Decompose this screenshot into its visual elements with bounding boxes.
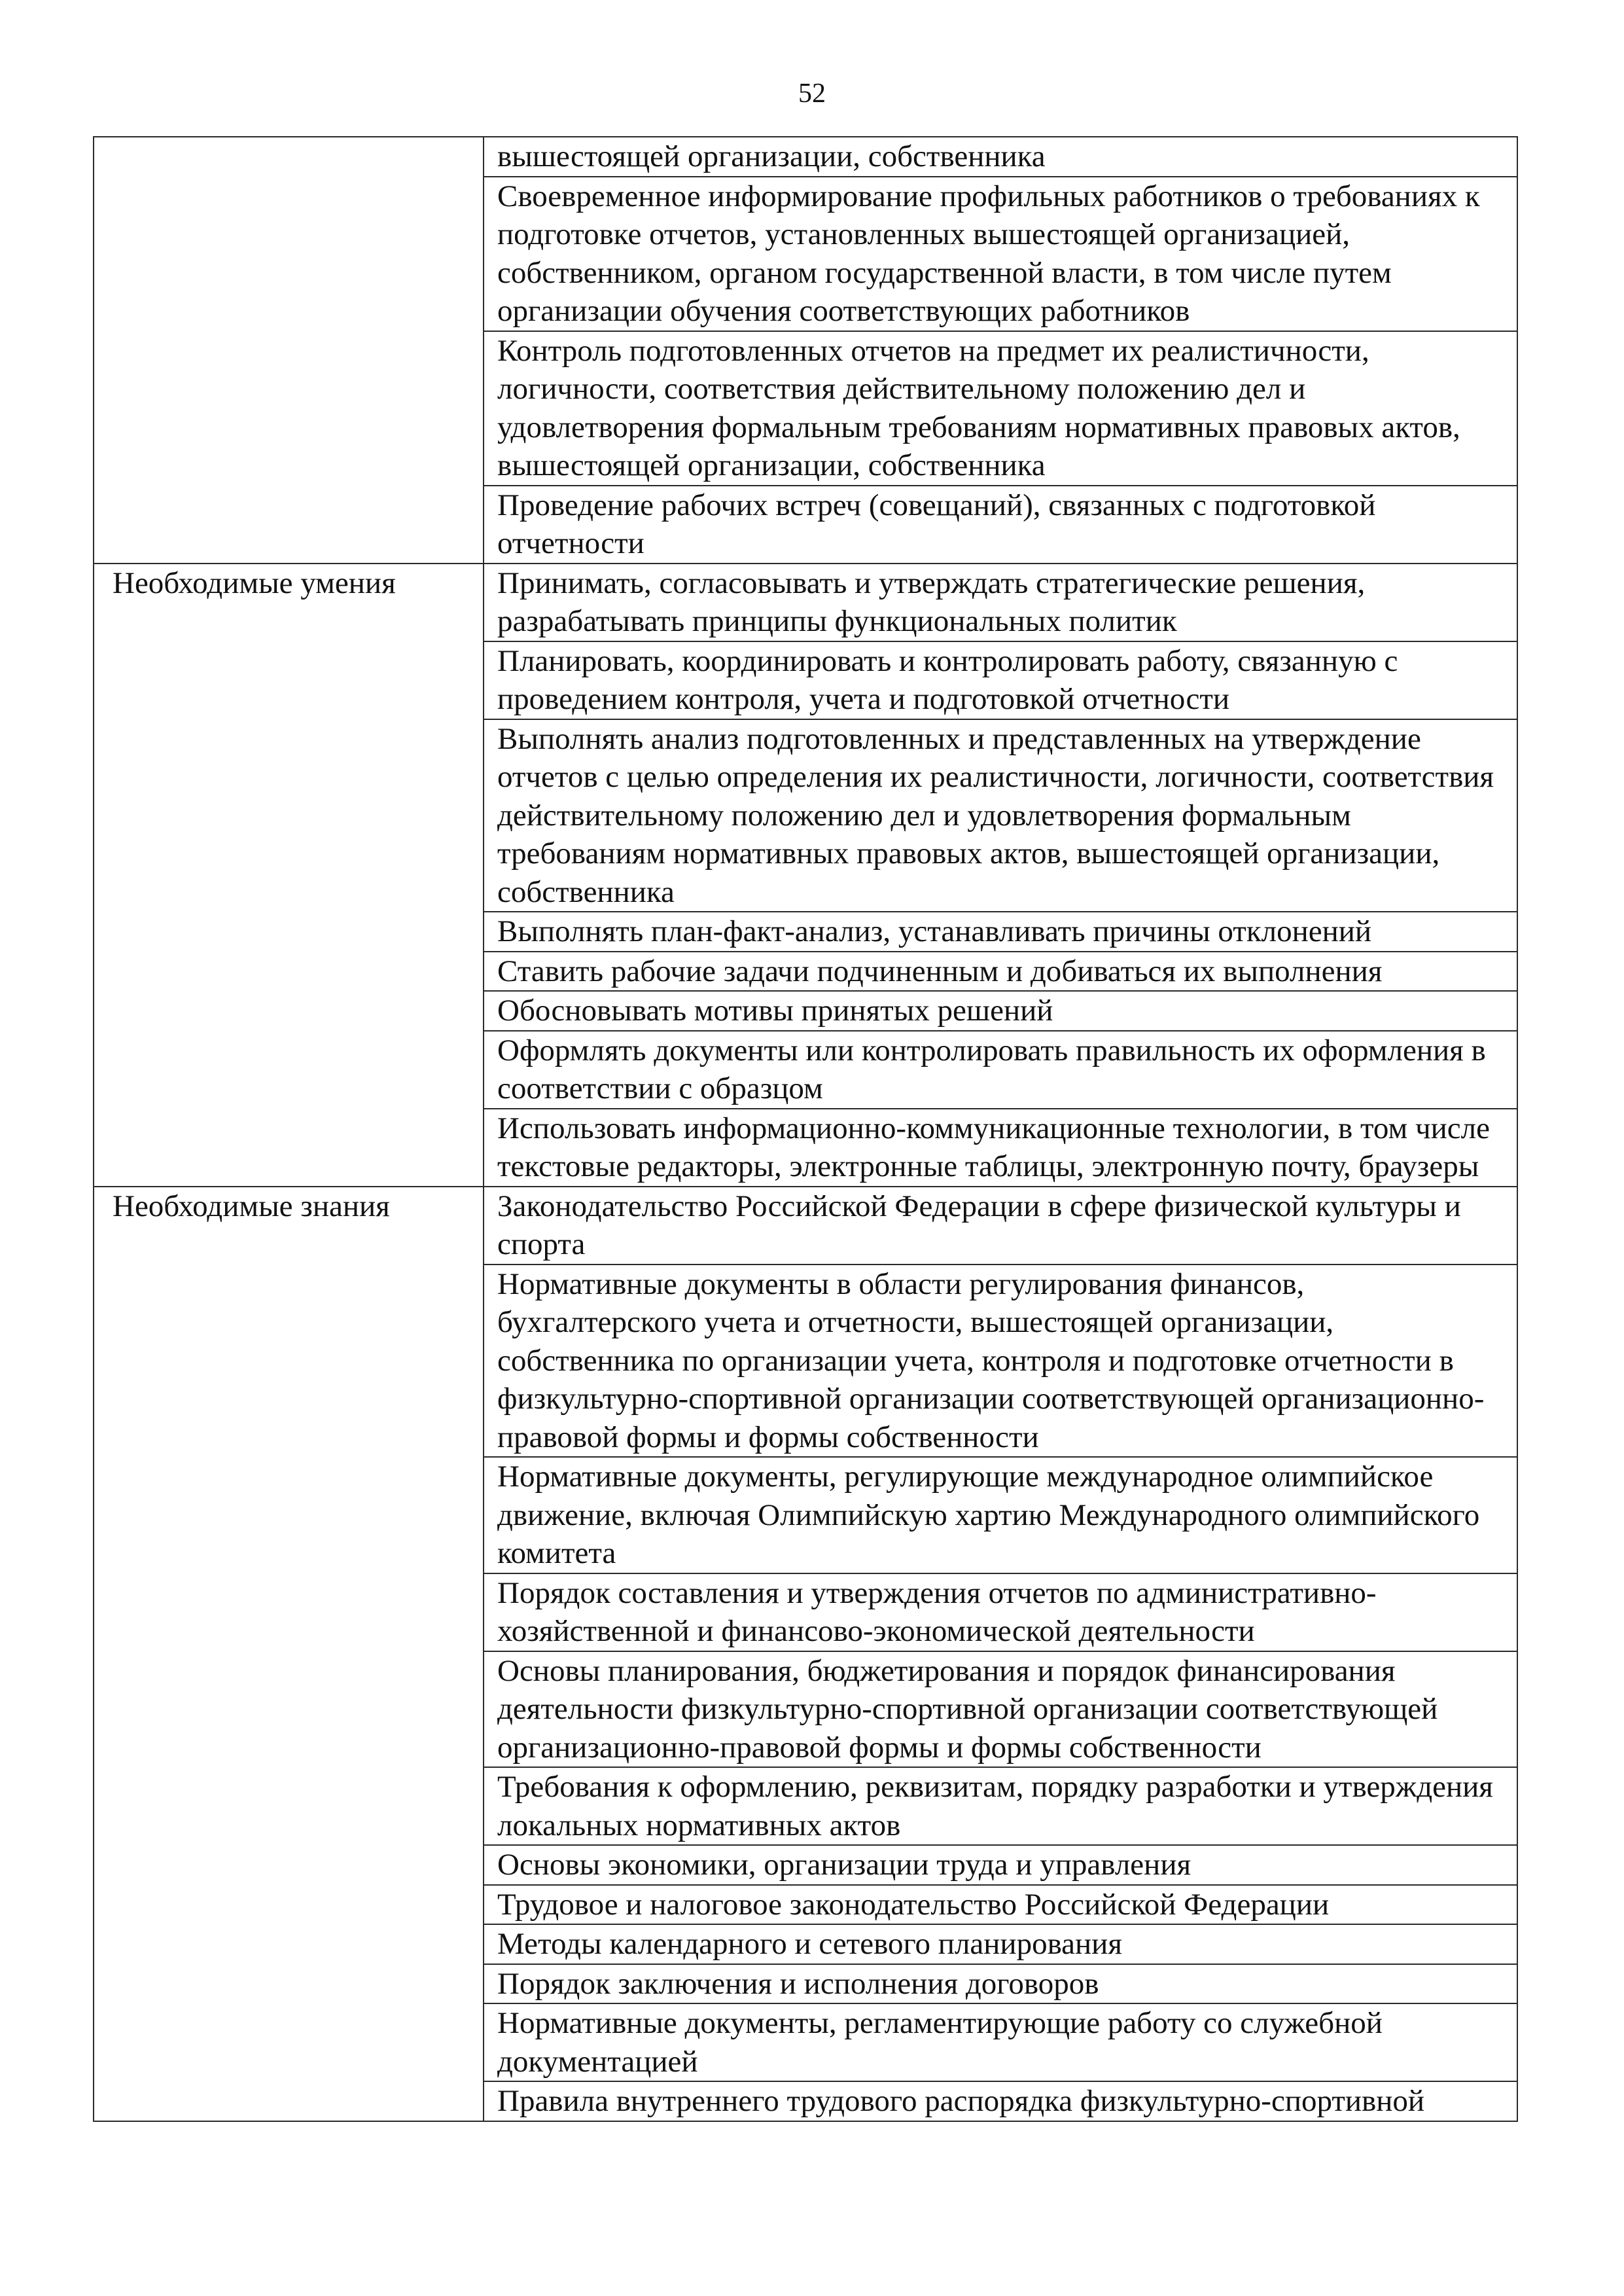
requirement-item-cell: Порядок составления и утверждения отчетов по административно-хозяйственной и финансово-экономической деятельности: [484, 1573, 1517, 1651]
table-body: [94, 137, 1517, 2121]
requirements-table: [93, 136, 1518, 2122]
page-number: 52: [798, 79, 826, 109]
requirement-item-cell: Правила внутреннего трудового распорядка физкультурно-спортивной: [484, 2081, 1517, 2121]
table-row: [94, 137, 1517, 177]
requirement-item-cell: Нормативные документы, регулирующие международное олимпийское движение, включая Олимпийскую хартию Международного олимпийского комитета: [484, 1457, 1517, 1573]
requirement-item-cell: Выполнять план-факт-анализ, устанавливать причины отклонений: [484, 912, 1517, 952]
requirement-item-cell: Требования к оформлению, реквизитам, порядку разработки и утверждения локальных нормативных актов: [484, 1767, 1517, 1845]
table-row: [94, 1187, 1517, 1265]
requirement-item-cell: вышестоящей организации, собственника: [484, 137, 1517, 177]
requirement-item-cell: Выполнять анализ подготовленных и представленных на утверждение отчетов с целью определения их реалистичности, логичности, соответствия действительному положению дел и удовлетворения формальным требованиям нормативных правовых актов, вышестоящей организации, собственника: [484, 719, 1517, 912]
group-label-cell: [94, 137, 484, 564]
group-label-cell: Необходимые знания: [94, 1187, 484, 2121]
requirement-item-cell: Проведение рабочих встреч (совещаний), связанных с подготовкой отчетности: [484, 486, 1517, 564]
table-row: [94, 564, 1517, 641]
requirement-item-cell: Законодательство Российской Федерации в сфере физической культуры и спорта: [484, 1187, 1517, 1265]
group-label-cell: Необходимые умения: [94, 564, 484, 1187]
requirement-item-cell: Нормативные документы, регламентирующие работу со служебной документацией: [484, 2003, 1517, 2081]
requirement-item-cell: Принимать, согласовывать и утверждать стратегические решения, разрабатывать принципы функциональных политик: [484, 564, 1517, 641]
requirement-item-cell: Использовать информационно-коммуникационные технологии, в том числе текстовые редакторы, электронные таблицы, электронную почту, браузеры: [484, 1109, 1517, 1187]
requirement-item-cell: Порядок заключения и исполнения договоров: [484, 1964, 1517, 2004]
requirement-item-cell: Планировать, координировать и контролировать работу, связанную с проведением контроля, учета и подготовкой отчетности: [484, 641, 1517, 719]
requirement-item-cell: Основы планирования, бюджетирования и порядок финансирования деятельности физкультурно-спортивной организации соответствующей организационно-правовой формы и формы собственности: [484, 1651, 1517, 1768]
requirement-item-cell: Своевременное информирование профильных работников о требованиях к подготовке отчетов, установленных вышестоящей организацией, собственником, органом государственной власти, в том числе путем организации обучения соответствующих работников: [484, 177, 1517, 331]
requirement-item-cell: Нормативные документы в области регулирования финансов, бухгалтерского учета и отчетности, вышестоящей организации, собственника по организации учета, контроля и подготовке отчетности в физкультурно-спортивной организации соответствующей организационно-правовой формы и формы собственности: [484, 1265, 1517, 1458]
requirement-item-cell: Контроль подготовленных отчетов на предмет их реалистичности, логичности, соответствия действительному положению дел и удовлетворения формальным требованиям нормативных правовых актов, вышестоящей организации, собственника: [484, 331, 1517, 486]
requirement-item-cell: Основы экономики, организации труда и управления: [484, 1845, 1517, 1885]
requirement-item-cell: Ставить рабочие задачи подчиненным и добиваться их выполнения: [484, 952, 1517, 992]
requirement-item-cell: Оформлять документы или контролировать правильность их оформления в соответствии с образцом: [484, 1031, 1517, 1109]
requirement-item-cell: Методы календарного и сетевого планирования: [484, 1924, 1517, 1964]
requirement-item-cell: Обосновывать мотивы принятых решений: [484, 991, 1517, 1031]
requirement-item-cell: Трудовое и налоговое законодательство Российской Федерации: [484, 1885, 1517, 1925]
